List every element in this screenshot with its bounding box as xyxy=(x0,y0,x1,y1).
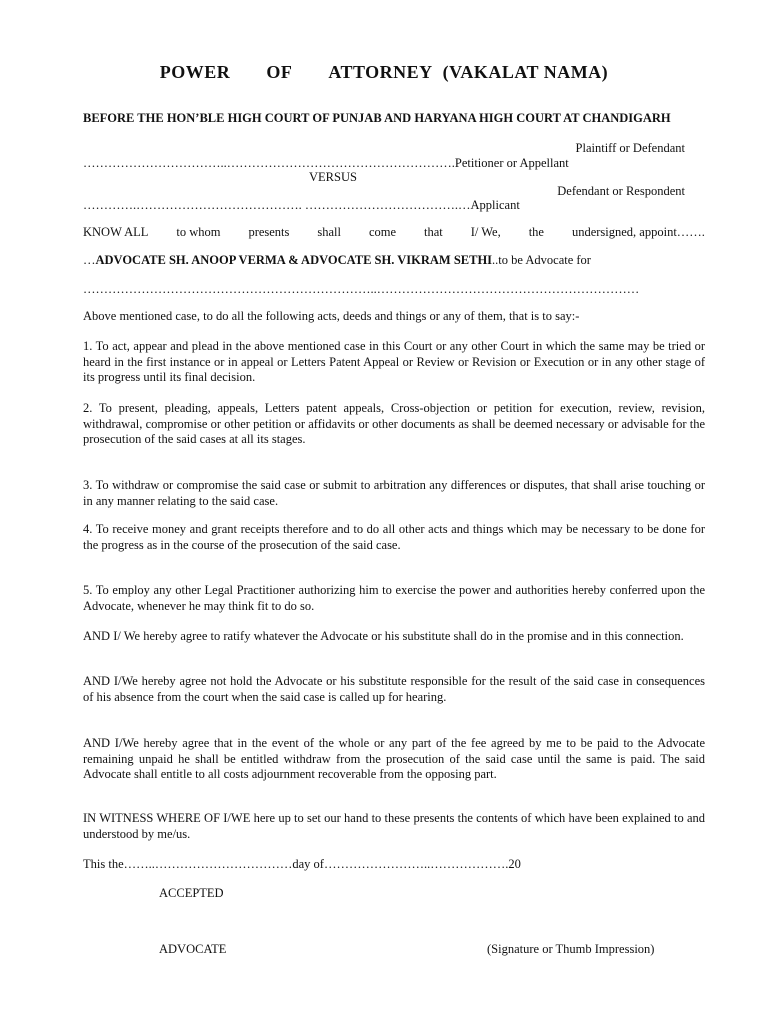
ratify-paragraph: AND I/ We hereby agree to ratify whatever the Advocate or his substitute shall do in the promise and in this connection. xyxy=(83,629,684,643)
document-title xyxy=(0,62,768,83)
title-word-power: POWER xyxy=(159,62,231,82)
party2-role: Defendant or Respondent xyxy=(557,184,685,198)
clause-5: 5. To employ any other Legal Practitioner authorizing him to exercise the power and authorities hereby conferred upon the Advocate, whenever he may think fit to do so. xyxy=(83,583,705,613)
advocate-suffix: ..to be Advocate for xyxy=(492,253,591,267)
know-all-line xyxy=(83,225,705,240)
know-all-word: to whom xyxy=(176,225,221,239)
title-word-attorney: ATTORNEY xyxy=(328,62,433,82)
advocate-signature-label: ADVOCATE xyxy=(159,942,227,956)
title-vakalat-nama: (VAKALAT NAMA) xyxy=(442,62,609,82)
clause-2: 2. To present, pleading, appeals, Letters patent appeals, Cross-objection or petition for execution, review, revision, withdrawal, compromise or other petition or affidavits or other documents as shall be deemed necessary or advisable for the prosecution of the said cases at all its stages. xyxy=(83,401,705,446)
know-all-word: the xyxy=(528,225,544,239)
party1-dots: ……………………………..………………………………………………. xyxy=(83,156,455,170)
know-all-word: come xyxy=(368,225,397,239)
accepted-label: ACCEPTED xyxy=(159,886,224,900)
party2-role2: Applicant xyxy=(470,198,520,212)
know-all-word: undersigned, appoint……. xyxy=(571,225,705,239)
witness-paragraph: IN WITNESS WHERE OF I/WE here up to set our hand to these presents the contents of which have been explained to and understood by me/us. xyxy=(83,811,705,841)
clause-4: 4. To receive money and grant receipts therefore and to do all other acts and things which may be necessary to be done for the progress as in the course of the prosecution of the said case. xyxy=(83,522,705,552)
intro-paragraph: Above mentioned case, to do all the following acts, deeds and things or any of them, that is to say:- xyxy=(83,309,580,323)
party1-role: Plaintiff or Defendant xyxy=(575,141,685,155)
advocate-names: ADVOCATE SH. ANOOP VERMA & ADVOCATE SH. VIKRAM SETHI xyxy=(95,253,493,267)
advocate-prefix: … xyxy=(83,253,96,267)
know-all-word: shall xyxy=(317,225,341,239)
responsibility-paragraph: AND I/We hereby agree not hold the Advocate or his substitute responsible for the result of the said case in consequences of his absence from the court when the said case is called up for hearing. xyxy=(83,674,705,704)
party1-role2: Petitioner or Appellant xyxy=(454,156,569,170)
party2-dots: ………….…………………………………. ……………………………….… xyxy=(83,198,471,212)
versus-label: VERSUS xyxy=(309,170,357,184)
title-word-of: OF xyxy=(266,62,293,82)
advocate-appointment-line xyxy=(83,253,705,268)
clause-1: 1. To act, appear and plead in the above mentioned case in this Court or any other Court in which the same may be tried or heard in the first instance or in appeal or Letters Patent Appeal or Review or Revision or Execution or in any other stage of its progress until its final decision. xyxy=(83,339,705,384)
fee-paragraph: AND I/We hereby agree that in the event of the whole or any part of the fee agreed by me to be paid to the Advocate remaining unpaid he shall be entitled withdraw from the prosecution of the said case until the same is paid. The said Advocate shall entitle to all costs adjournment recoverable from the opposing part. xyxy=(83,736,705,781)
party2-line xyxy=(83,198,685,213)
date-line: This the……..……………………………day of……………………..……………….20 xyxy=(83,857,521,871)
client-signature-label: (Signature or Thumb Impression) xyxy=(487,942,655,956)
court-heading: BEFORE THE HON’BLE HIGH COURT OF PUNJAB AND HARYANA HIGH COURT AT CHANDIGARH xyxy=(83,111,671,125)
party1-line xyxy=(83,156,685,171)
blank-dotted-line: ……………………………………………………………..……………………………………………………… xyxy=(83,282,640,296)
clause-3: 3. To withdraw or compromise the said case or submit to arbitration any differences or disputes, that shall arise touching or in any manner relating to the said case. xyxy=(83,478,705,508)
know-all-word: KNOW ALL xyxy=(83,225,149,239)
know-all-word: I/ We, xyxy=(470,225,501,239)
know-all-word: that xyxy=(424,225,443,239)
know-all-word: presents xyxy=(248,225,290,239)
